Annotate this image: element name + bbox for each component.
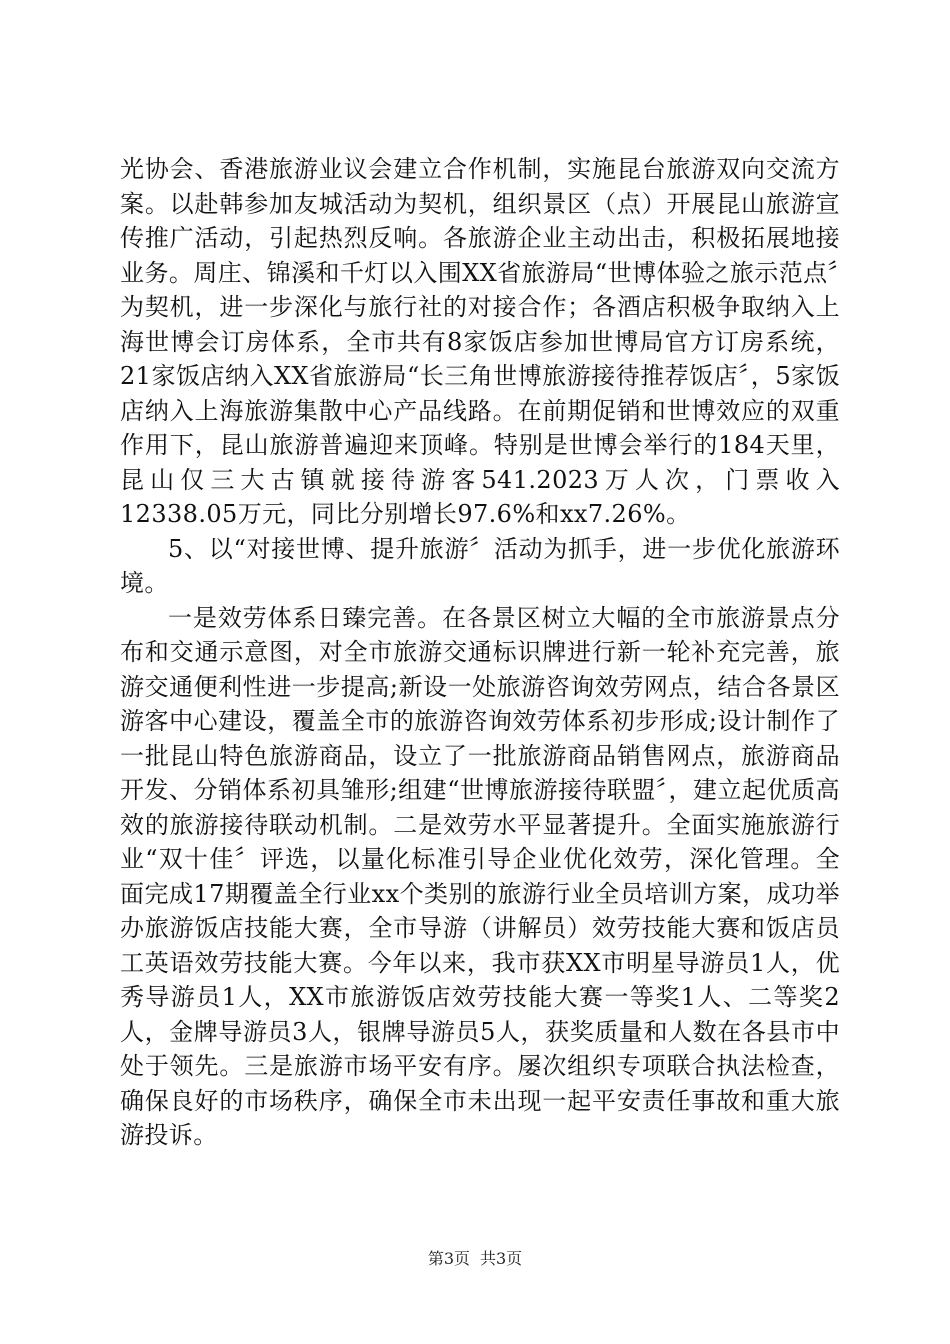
paragraph-section-heading: 5、以“对接世博、提升旅游〞活动为抓手，进一步优化旅游环境。 <box>120 534 840 597</box>
paragraph-service-system: 一是效劳体系日臻完善。在各景区树立大幅的全市旅游景点分布和交通示意图，对全市旅游交通标识牌进行新一轮补充完善，旅游交通便利性进一步提高;新设一处旅游咨询效劳网点，结合各景区游客中心建设，覆盖全市的旅游咨询效劳体系初步形成;设计制作了一批昆山特色旅游商品，设立了一批旅游商品销售网点，旅游商品开发、分销体系初具雏形;组建“世博旅游接待联盟〞，建立起优质高效的旅游接待联动机制。二是效劳水平显著提升。全面实施旅游行业“双十佳〞评选，以量化标准引导企业优化效劳，深化管理。全面完成17期覆盖全行业xx个类别的旅游行业全员培训方案，成功举办旅游饭店技能大赛，全市导游（讲解员）效劳技能大赛和饭店员工英语效劳技能大赛。今年以来，我市获XX市明星导游员1人，优秀导游员1人，XX市旅游饭店效劳技能大赛一等奖1人、二等奖2人，金牌导游员3人，银牌导游员5人，获奖质量和人数在各县市中处于领先。三是旅游市场平安有序。屡次组织专项联合执法检查，确保良好的市场秩序，确保全市未出现一起平安责任事故和重大旅游投诉。 <box>120 603 840 1149</box>
page-footer <box>0 1246 950 1269</box>
document-body <box>120 152 840 1153</box>
page-number: 第3页 <box>427 1249 470 1268</box>
page-total: 共3页 <box>480 1249 523 1268</box>
paragraph-continuation: 光协会、香港旅游业议会建立合作机制，实施昆台旅游双向交流方案。以赴韩参加友城活动为契机，组织景区（点）开展昆山旅游宣传推广活动，引起热烈反响。各旅游企业主动出击，积极拓展地接业务。周庄、锦溪和千灯以入围XX省旅游局“世博体验之旅示范点〞为契机，进一步深化与旅行社的对接合作；各酒店积极争取纳入上海世博会订房体系，全市共有8家饭店参加世博局官方订房系统，21家饭店纳入XX省旅游局“长三角世博旅游接待推荐饭店〞，5家饭店纳入上海旅游集散中心产品线路。在前期促销和世博效应的双重作用下，昆山旅游普遍迎来顶峰。特别是世博会举行的184天里，昆山仅三大古镇就接待游客541.2023万人次，门票收入12338.05万元，同比分别增长97.6%和xx7.26%。 <box>120 155 840 528</box>
